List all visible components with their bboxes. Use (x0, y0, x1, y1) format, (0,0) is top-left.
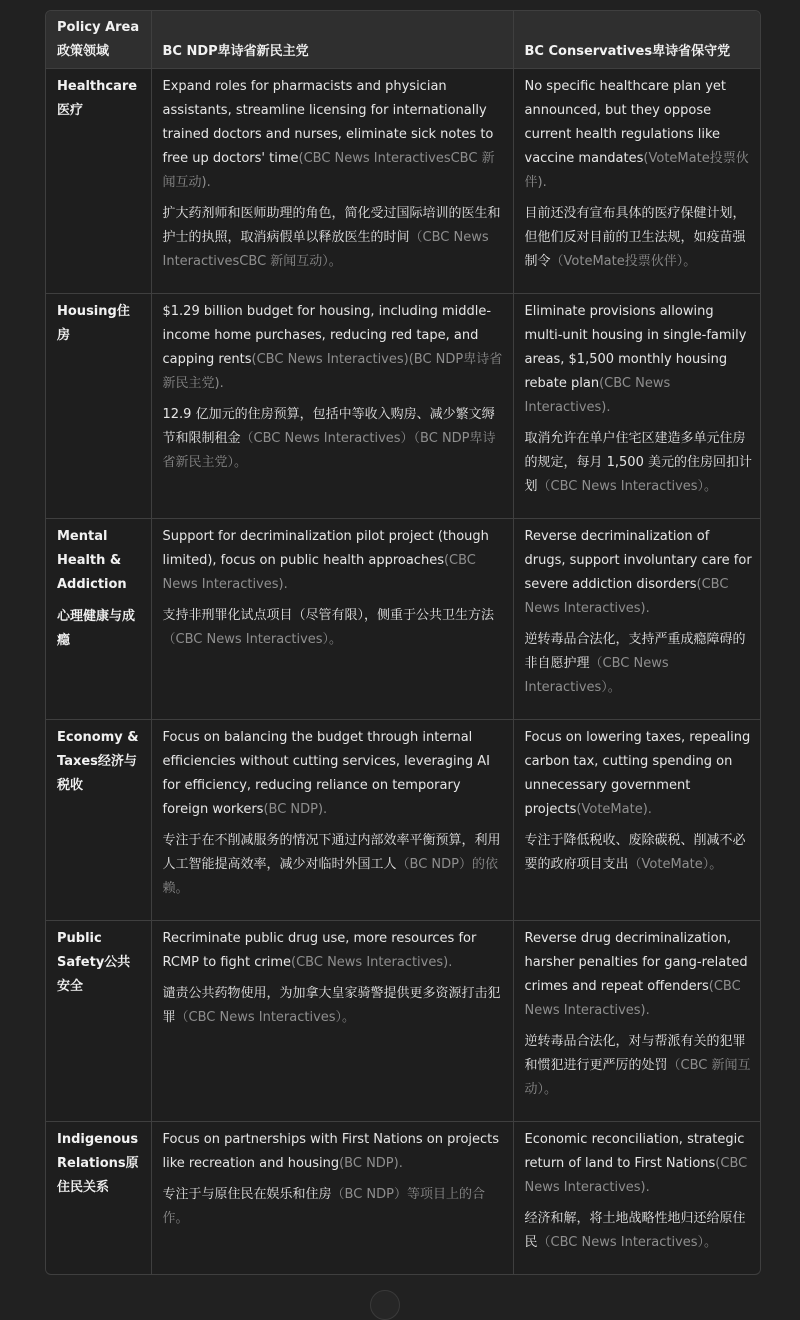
con-zh-body: 专注于降低税收、废除碳税、削减不必要的政府项目支出 (524, 833, 746, 872)
header-policy-area (46, 11, 151, 69)
source-citation: (CBC News Interactives). (291, 955, 453, 970)
ndp-english-text (163, 525, 505, 597)
policy-area-cell (46, 1122, 151, 1275)
con-english-text (525, 726, 753, 822)
con-chinese-text (525, 427, 753, 499)
policy-area-cell (46, 720, 151, 921)
con-english-text (525, 1128, 753, 1200)
policy-area-label: Economy & Taxes经济与税收 (57, 730, 139, 793)
policy-area-label: Mental Health & Addiction (57, 529, 127, 592)
source-citation: （BC NDP）的依赖。 (162, 857, 498, 896)
ndp-en-body: Recriminate public drug use, more resources for RCMP to fight crime (162, 931, 477, 970)
source-citation: (VoteMate). (576, 802, 652, 817)
con-zh-body: 逆转毒品合法化，对与帮派有关的犯罪和惯犯进行更严厉的处罚 (524, 1034, 746, 1073)
ndp-en-body: Focus on balancing the budget through internal efficiencies without cutting services, leveraging AI for efficiency, reducing reliance on temporary foreign workers (162, 730, 490, 817)
source-citation: (CBC News InteractivesCBC 新闻互动). (162, 151, 495, 190)
source-citation: （VoteMate）。 (628, 857, 723, 872)
ndp-zh-body: 专注于在不削减服务的情况下通过内部效率平衡预算，利用人工智能提高效率，减少对临时外国工人 (162, 833, 501, 872)
ndp-en-body: Expand roles for pharmacists and physician assistants, streamline licensing for internationally trained doctors and nurses, eliminate sick notes to free up doctors' time (162, 79, 494, 166)
source-citation: (CBC News Interactives). (524, 577, 729, 616)
ndp-english-text (163, 75, 505, 195)
conservative-cell (513, 294, 760, 519)
con-en-body: Reverse decriminalization of drugs, support involuntary care for severe addiction disorders (524, 529, 752, 592)
ndp-chinese-text (163, 829, 505, 901)
header-policy-area-en: Policy Area (57, 20, 140, 35)
header-policy-area-zh: 政策领域 (57, 44, 110, 59)
con-english-text (525, 300, 753, 420)
policy-comparison-table-container (45, 10, 761, 1275)
header-bc-conservatives: BC Conservatives卑诗省保守党 (513, 11, 760, 69)
source-citation: （BC NDP）等项目上的合作。 (162, 1187, 485, 1226)
ndp-chinese-text (163, 202, 505, 274)
ndp-chinese-text (163, 1183, 505, 1231)
source-citation: （VoteMate投票伙伴）。 (550, 254, 697, 269)
table-row-healthcare (46, 69, 760, 294)
policy-comparison-table (46, 11, 760, 1274)
conservative-cell (513, 1122, 760, 1275)
ndp-zh-body: 谴责公共药物使用，为加拿大皇家骑警提供更多资源打击犯罪 (162, 986, 501, 1025)
con-zh-body: 经济和解，将土地战略性地归还给原住民 (524, 1211, 746, 1250)
ndp-en-body: Focus on partnerships with First Nations on projects like recreation and housing (162, 1132, 500, 1171)
ndp-cell (151, 1122, 513, 1275)
conservative-cell (513, 519, 760, 720)
ndp-chinese-text (163, 604, 505, 652)
policy-area-label: Indigenous Relations原住民关系 (57, 1132, 139, 1195)
source-citation: （CBC News Interactives）（BC NDP卑诗省新民主党）。 (162, 431, 496, 470)
ndp-cell (151, 294, 513, 519)
con-en-body: Reverse drug decriminalization, harsher penalties for gang-related crimes and repeat offenders (524, 931, 748, 994)
table-row-housing (46, 294, 760, 519)
table-row-public-safety (46, 921, 760, 1122)
con-en-body: Eliminate provisions allowing multi-unit housing in single-family areas, $1,500 monthly housing rebate plan (524, 304, 747, 391)
con-chinese-text (525, 829, 753, 877)
source-citation: （CBC News Interactives）。 (537, 479, 718, 494)
ndp-english-text (163, 1128, 505, 1176)
ndp-cell (151, 69, 513, 294)
source-citation: (CBC News Interactives). (524, 376, 671, 415)
source-citation: （CBC News Interactives）。 (537, 1235, 718, 1250)
con-english-text (525, 927, 753, 1023)
source-citation: (CBC News Interactives). (524, 979, 741, 1018)
header-bc-ndp: BC NDP卑诗省新民主党 (151, 11, 513, 69)
ndp-english-text (163, 300, 505, 396)
ndp-zh-body: 专注于与原住民在娱乐和住房 (162, 1187, 332, 1202)
ndp-zh-body: 12.9 亿加元的住房预算，包括中等收入购房、减少繁文缛节和限制租金 (162, 407, 495, 446)
policy-area-label: Healthcare 医疗 (57, 79, 138, 118)
con-en-body: Focus on lowering taxes, repealing carbon tax, cutting spending on unnecessary government projects (524, 730, 751, 817)
policy-area-label-zh: 心理健康与成瘾 (57, 609, 136, 648)
ndp-english-text (163, 726, 505, 822)
conservative-cell (513, 720, 760, 921)
con-chinese-text (525, 202, 753, 274)
con-english-text (525, 525, 753, 621)
con-en-body: Economic reconciliation, strategic return of land to First Nations (524, 1132, 745, 1171)
conservative-cell (513, 69, 760, 294)
con-chinese-text (525, 1207, 753, 1255)
table-row-mental-health (46, 519, 760, 720)
scroll-down-button[interactable] (370, 1290, 400, 1320)
ndp-en-body: Support for decriminalization pilot project (though limited), focus on public health approaches (162, 529, 489, 568)
ndp-english-text (163, 927, 505, 975)
con-chinese-text (525, 628, 753, 700)
policy-area-cell (46, 519, 151, 720)
ndp-en-body: $1.29 billion budget for housing, including middle-income home purchases, reducing red tape, and capping rents (162, 304, 492, 367)
policy-area-cell (46, 69, 151, 294)
source-citation: (VoteMate投票伙伴). (524, 151, 749, 190)
con-zh-body: 取消允许在单户住宅区建造多单元住房的规定，每月 1,500 美元的住房回扣计划 (524, 431, 752, 494)
source-citation: （CBC News Interactives）。 (162, 632, 343, 647)
con-english-text (525, 75, 753, 195)
source-citation: （CBC News InteractivesCBC 新闻互动）。 (162, 230, 489, 269)
source-citation: （CBC News Interactives）。 (175, 1010, 356, 1025)
source-citation: (BC NDP). (263, 802, 328, 817)
ndp-zh-body: 支持非刑罪化试点项目（尽管有限），侧重于公共卫生方法 (162, 608, 495, 623)
ndp-cell (151, 519, 513, 720)
table-row-economy (46, 720, 760, 921)
con-zh-body: 逆转毒品合法化，支持严重成瘾障碍的非自愿护理 (524, 632, 746, 671)
policy-area-label: Housing住房 (57, 304, 130, 343)
conservative-cell (513, 921, 760, 1122)
source-citation: （CBC News Interactives）。 (524, 656, 669, 695)
policy-area-label: Public Safety公共安全 (57, 931, 131, 994)
con-chinese-text (525, 1030, 753, 1102)
source-citation: (CBC News Interactives). (162, 553, 476, 592)
source-citation: （CBC 新闻互动）。 (524, 1058, 751, 1097)
source-citation: (BC NDP). (339, 1156, 403, 1171)
source-citation: (CBC News Interactives)(BC NDP卑诗省新民主党). (162, 352, 503, 391)
ndp-zh-body: 扩大药剂师和医师助理的角色，简化受过国际培训的医生和护士的执照，取消病假单以释放医生的时间 (162, 206, 501, 245)
table-row-indigenous-relations (46, 1122, 760, 1275)
source-citation: (CBC News Interactives). (524, 1156, 748, 1195)
table-header-row (46, 11, 760, 69)
con-zh-body: 目前还没有宣布具体的医疗保健计划，但他们反对目前的卫生法规，如疫苗强制令 (524, 206, 746, 269)
ndp-cell (151, 720, 513, 921)
ndp-chinese-text (163, 982, 505, 1030)
policy-area-cell (46, 294, 151, 519)
con-en-body: No specific healthcare plan yet announced, but they oppose current health regulations like vaccine mandates (524, 79, 727, 166)
ndp-cell (151, 921, 513, 1122)
ndp-chinese-text (163, 403, 505, 475)
policy-area-cell (46, 921, 151, 1122)
